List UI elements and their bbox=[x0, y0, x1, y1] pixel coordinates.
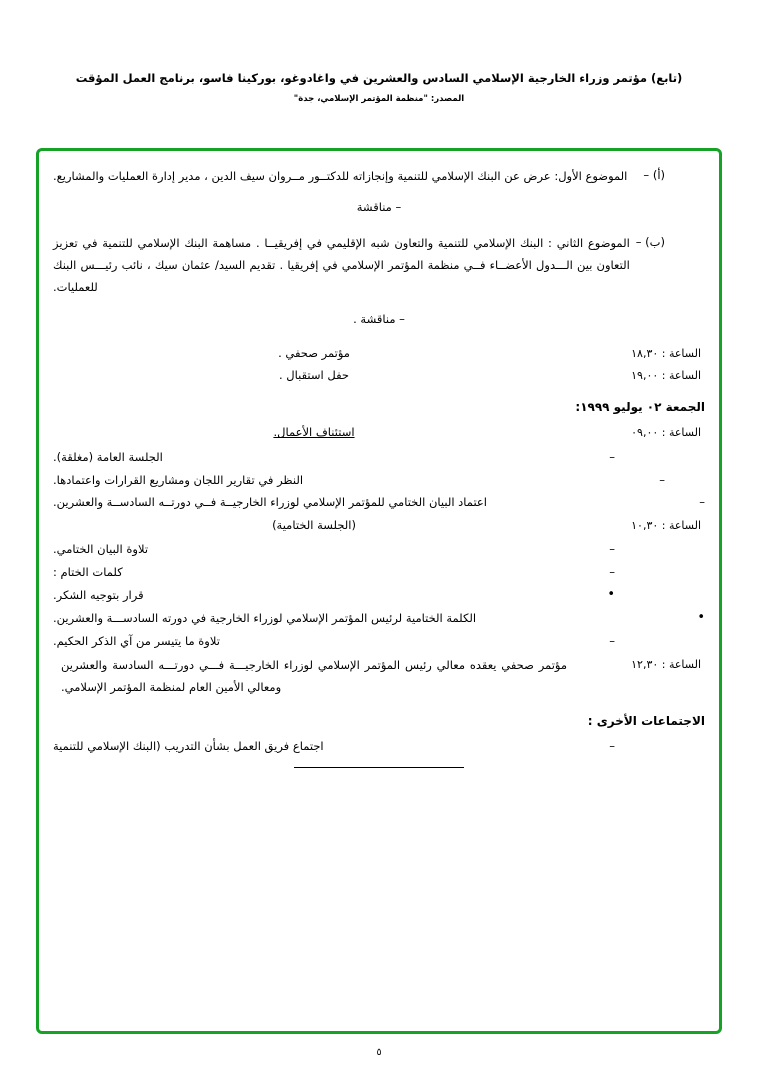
schedule-time: الساعة : ١٨,٣٠ bbox=[631, 346, 701, 360]
closing-title: (الجلسة الختامية) bbox=[272, 518, 356, 533]
morning-session-row bbox=[53, 422, 705, 442]
closing-final-item bbox=[53, 631, 705, 653]
schedule-text: حفل استقبال . bbox=[278, 368, 350, 383]
bullet-icon: • bbox=[607, 587, 615, 603]
closing-session-row bbox=[53, 515, 705, 535]
schedule-text: مؤتمر صحفي . bbox=[278, 345, 350, 360]
other-meetings-title: الاجتماعات الأخرى : bbox=[587, 713, 705, 728]
discussion-line-1: – مناقشة bbox=[356, 200, 402, 215]
other-meetings-item bbox=[53, 736, 705, 758]
bullet-icon: • bbox=[697, 610, 705, 625]
morning-item bbox=[53, 470, 705, 492]
schedule-time: الساعة : ١٩,٠٠ bbox=[631, 369, 701, 383]
header-source: المصدر: "منظمة المؤتمر الإسلامي، جدة" bbox=[293, 94, 465, 105]
press-time: الساعة : ١٢,٣٠ bbox=[631, 657, 701, 671]
dash-marker-icon: – bbox=[609, 738, 615, 753]
day-heading: الجمعة ٠٢ يوليو ١٩٩٩: bbox=[575, 400, 705, 415]
closing-bullet-text: الكلمة الختامية لرئيس المؤتمر الإسلامي لوزراء الخارجية في دورته السادســـة والعشرين. bbox=[53, 611, 477, 625]
closing-item bbox=[53, 562, 705, 584]
dash-marker-icon: – bbox=[609, 542, 615, 557]
header-title: (تابع) مؤتمر وزراء الخارجية الإسلامي السادس والعشرين في واغادوغو، بوركينا فاسو، برنامج العمل المؤقت bbox=[75, 71, 683, 85]
dash-marker-icon: – bbox=[699, 495, 705, 510]
page-header bbox=[0, 70, 758, 104]
schedule-row bbox=[53, 343, 705, 363]
closing-item-text: كلمات الختام : bbox=[53, 565, 123, 580]
horizontal-rule bbox=[294, 767, 464, 768]
dash-marker-icon: – bbox=[609, 449, 615, 464]
resume-work-label: استئناف الأعمال. bbox=[273, 425, 355, 440]
closing-item bbox=[53, 539, 705, 561]
press-conference-row bbox=[53, 654, 705, 699]
agenda-item-b bbox=[53, 232, 705, 299]
closing-bullet-text: قرار بتوجيه الشكر. bbox=[53, 588, 144, 603]
content-frame bbox=[36, 148, 722, 1034]
closing-items bbox=[53, 539, 705, 652]
agenda-item-a-marker: (أ) – bbox=[643, 168, 665, 182]
morning-items bbox=[53, 447, 705, 515]
schedule-row bbox=[53, 365, 705, 385]
closing-final-text: تلاوة ما يتيسر من آي الذكر الحكيم. bbox=[53, 633, 220, 648]
dash-marker-icon: – bbox=[659, 472, 665, 487]
document-body bbox=[53, 165, 705, 1021]
agenda-item-a bbox=[53, 165, 705, 187]
agenda-item-b-marker: (ب) – bbox=[635, 234, 665, 249]
other-meetings-item-text: اجتماع فريق العمل بشأن التدريب (البنك الإسلامي للتنمية bbox=[53, 738, 324, 753]
dash-marker-icon: – bbox=[609, 633, 615, 648]
discussion-line-2: – مناقشة . bbox=[353, 311, 405, 326]
closing-time: الساعة : ١٠,٣٠ bbox=[631, 519, 701, 533]
morning-item-text: الجلسة العامة (مغلقة). bbox=[53, 449, 163, 464]
agenda-item-a-text: الموضوع الأول: عرض عن البنك الإسلامي للتنمية وإنجازاته للدكتــور مــروان سيف الدين ، مدير إدارة العمليات والمشاريع. bbox=[53, 169, 628, 183]
page-number: ٥ bbox=[376, 1047, 382, 1058]
dash-marker-icon: – bbox=[609, 565, 615, 580]
agenda-item-b-text: الموضوع الثاني : البنك الإسلامي للتنمية والتعاون شبه الإقليمي في إفريقيــا . مساهمة البنك الإسلامي للتنمية في تعزيز التعاون بين الـــدول الأعضــاء فــي منظمة المؤتمر الإسلامي في إفريقيا . تقديم السيد/ عثمان سيك ، نائب رئيـــس البنك للعمليات. bbox=[53, 235, 630, 295]
morning-time: الساعة : ٠٩,٠٠ bbox=[631, 426, 701, 440]
morning-item-text: اعتماد البيان الختامي للمؤتمر الإسلامي لوزراء الخارجيــة فــي دورتــه السادســة والعشرين. bbox=[53, 495, 487, 510]
closing-bullet bbox=[53, 608, 705, 630]
morning-item bbox=[53, 447, 705, 469]
morning-item-text: النظر في تقارير اللجان ومشاريع القرارات واعتمادها. bbox=[53, 472, 304, 487]
press-text: مؤتمر صحفي يعقده معالي رئيس المؤتمر الإسلامي لوزراء الخارجيـــة فـــي دورتـــه السادسة والعشرين ومعالي الأمين العام لمنظمة المؤتمر الإسلامي. bbox=[61, 657, 567, 695]
closing-item-text: تلاوة البيان الختامي. bbox=[53, 542, 149, 557]
closing-bullet bbox=[53, 585, 705, 607]
morning-item bbox=[53, 492, 705, 514]
